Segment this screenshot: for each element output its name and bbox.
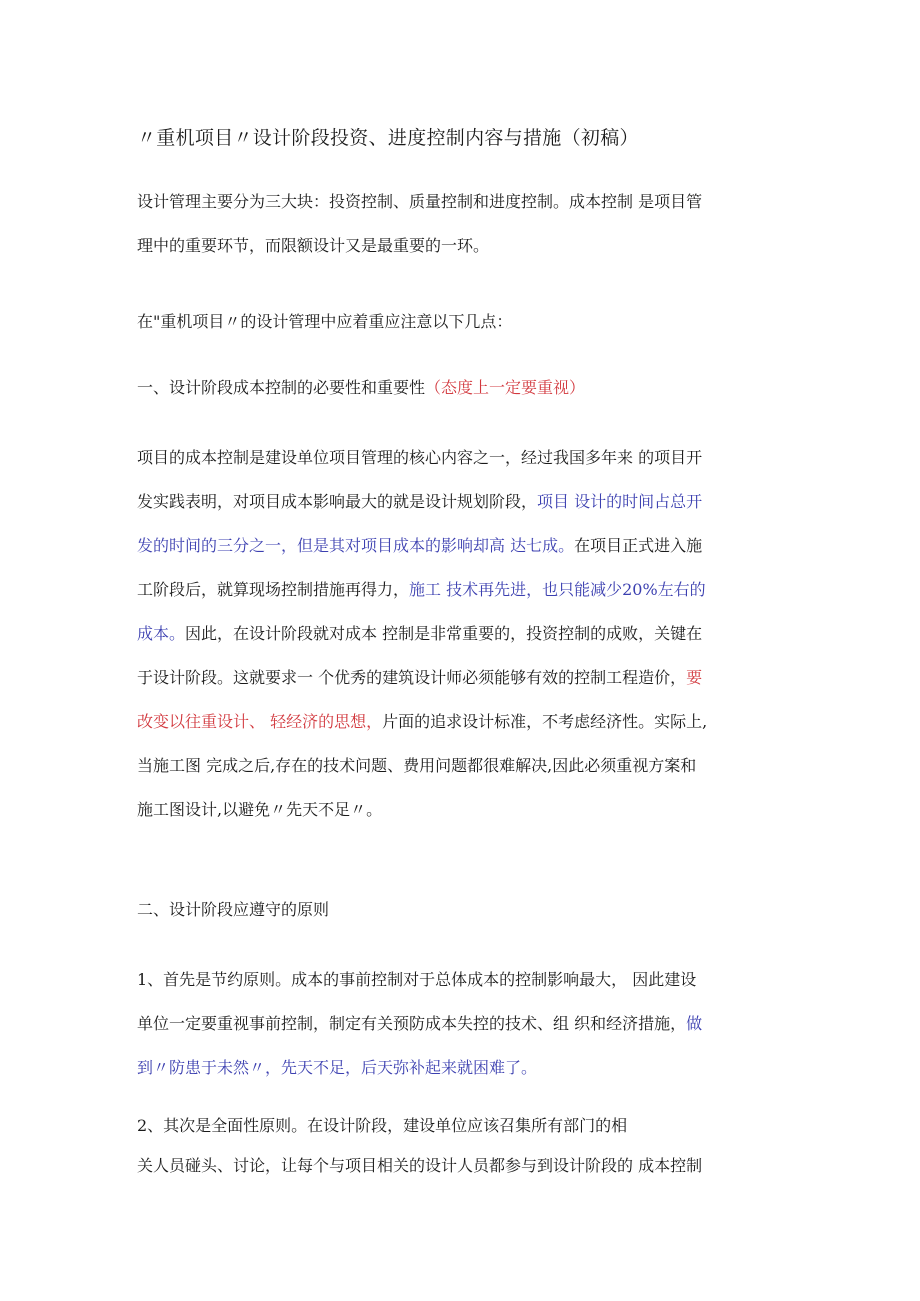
section1-body [137,436,797,832]
lead-paragraph [137,304,797,340]
emphasis-blue: 成本。 [137,624,186,643]
section2-heading [137,892,797,928]
principle1-line-2: 单位一定要重视事前控制，制定有关预防成本失控的技术、组 织和经济措施，做 [137,1014,703,1033]
emphasis-blue: 施工 技术再先进，也只能减少20%左右的 [409,580,706,599]
principle2-line-2: 关人员碰头、讨论，让每个与项目相关的设计人员都参与到设计阶段的 成本控制 [137,1156,703,1175]
section1-heading-text: 一、设计阶段成本控制的必要性和重要性 [137,378,426,397]
emphasis-blue: 项目 设计的时间占总开 [537,492,703,511]
intro-line-1: 设计管理主要分为三大块：投资控制、质量控制和进度控制。成本控制 是项目管 [137,192,703,211]
section1-line-6: 于设计阶段。这就要求一 个优秀的建筑设计师必须能够有效的控制工程造价，要 [137,668,703,687]
section1-line-4: 工阶段后，就算现场控制措施再得力，施工 技术再先进，也只能减少20%左右的 [137,580,706,599]
section1-line-1: 项目的成本控制是建设单位项目管理的核心内容之一，经过我国多年来 的项目开 [137,448,703,467]
section1-heading-note: （态度上一定要重视） [425,378,586,397]
emphasis-red: 改变以往重设计、 轻经济的思想， [137,712,383,731]
lead-line: 在"重机项目〃的设计管理中应着重应注意以下几点： [137,312,513,331]
section1-line-5: 成本。因此，在设计阶段就对成本 控制是非常重要的，投资控制的成败，关键在 [137,624,703,643]
principle1-line-3: 到〃防患于未然〃，先天不足，后天弥补起来就困难了。 [137,1058,538,1077]
section1-line-8: 当施工图 完成之后,存在的技术问题、费用问题都很难解决,因此必须重视方案和 [137,756,697,775]
principle1-line-1: 1、首先是节约原则。成本的事前控制对于总体成本的控制影响最大， 因此建设 [137,970,697,989]
section1-line-2: 发实践表明，对项目成本影响最大的就是设计规划阶段，项目 设计的时间占总开 [137,492,703,511]
section2-principle-1 [137,958,797,1090]
emphasis-blue: 做 [686,1014,703,1033]
section1-line-7: 改变以往重设计、 轻经济的思想，片面的追求设计标准，不考虑经济性。实际上, [137,712,708,731]
section2-principle-2 [137,1108,797,1184]
intro-paragraph [137,184,797,264]
emphasis-blue: 发的时间的三分之一，但是其对项目成本的影响却高 达七成。 [137,536,575,555]
document-title: 〃重机项目〃设计阶段投资、进度控制内容与措施（初稿） [137,127,639,149]
principle2-line-1: 2、其次是全面性原则。在设计阶段，建设单位应该召集所有部门的相 [137,1116,628,1135]
section1-heading [137,370,797,406]
section2-heading-text: 二、设计阶段应遵守的原则 [137,900,330,919]
emphasis-red: 要 [686,668,703,687]
intro-line-2: 理中的重要环节，而限额设计又是最重要的一环。 [137,236,490,255]
section1-line-3: 发的时间的三分之一，但是其对项目成本的影响却高 达七成。在项目正式进入施 [137,536,703,555]
section1-line-9: 施工图设计,以避免〃先天不足〃。 [137,800,383,819]
